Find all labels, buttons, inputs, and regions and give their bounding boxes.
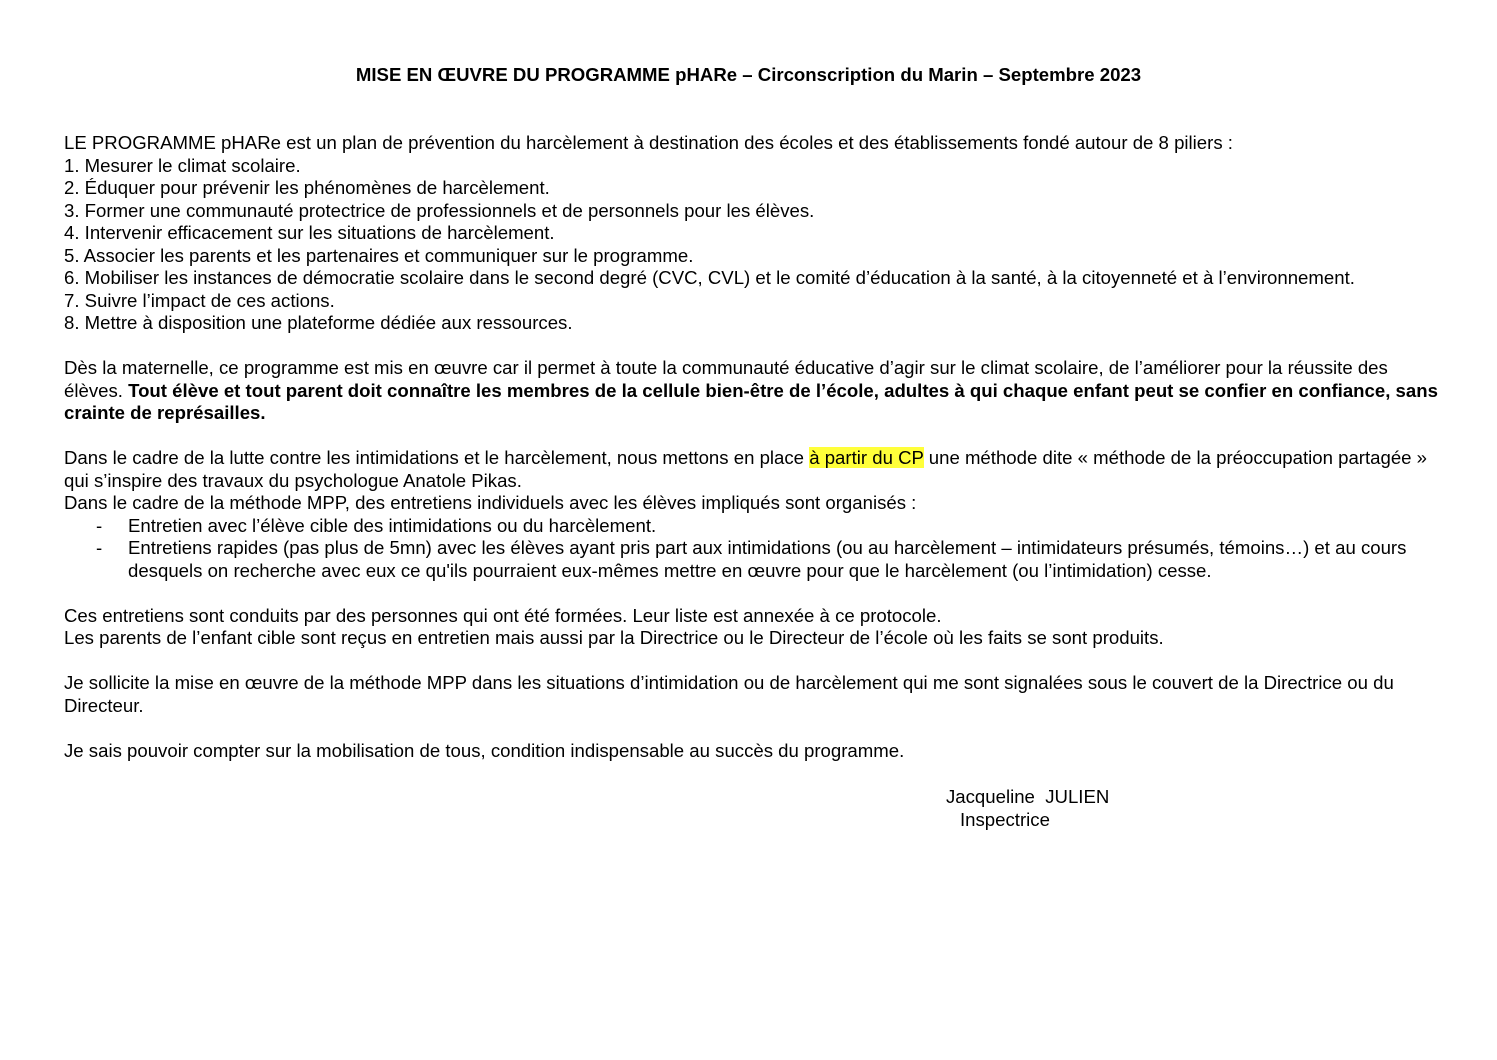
highlight-a-partir-du-cp: à partir du CP <box>809 447 924 468</box>
paragraph-mpp-intro: Dans le cadre de la méthode MPP, des entretiens individuels avec les élèves impliqués sont organisés : <box>64 492 917 513</box>
bullet-text: Entretiens rapides (pas plus de 5mn) avec les élèves ayant pris part aux intimidations (ou au harcèlement – intimidateurs présumés, témoins…) et au cours desquels on recherche avec eux ce qu'ils pourraient eux-mêmes mettre en œuvre pour que le harcèlement (ou l’intimidation) cesse. <box>128 537 1407 581</box>
bullet-item <box>64 537 1439 582</box>
pillar-item: 4. Intervenir efficacement sur les situations de harcèlement. <box>64 222 555 243</box>
bullet-text: Entretien avec l’élève cible des intimidations ou du harcèlement. <box>128 514 657 536</box>
pillar-item: 2. Éduquer pour prévenir les phénomènes de harcèlement. <box>64 177 550 198</box>
pillar-item: 6. Mobiliser les instances de démocratie scolaire dans le second degré (CVC, CVL) et le comité d’éducation à la santé, à la citoyenneté et à l’environnement. <box>64 267 1355 288</box>
signature-role: Inspectrice <box>960 808 1050 830</box>
paragraph-parents: Les parents de l’enfant cible sont reçus en entretien mais aussi par la Directrice ou le Directeur de l’école où les faits se sont produits. <box>64 627 1164 648</box>
paragraph-methode-text-after: une méthode dite « méthode de la préoccupation partagée » qui s’inspire des travaux du psychologue Anatole Pikas. <box>64 447 1428 491</box>
bullet-dash: - <box>96 514 103 536</box>
paragraph-sollicite: Je sollicite la mise en œuvre de la méthode MPP dans les situations d’intimidation ou de harcèlement qui me sont signalées sous le couvert de la Directrice ou du Directeur. <box>64 672 1394 716</box>
paragraph-maternelle <box>64 357 1439 425</box>
paragraph-maternelle-bold: Tout élève et tout parent doit connaître les membres de la cellule bien-être de l’école, adultes à qui chaque enfant peut se confier en confiance, sans crainte de représailles. <box>64 379 1438 423</box>
pillar-item: 1. Mesurer le climat scolaire. <box>64 154 301 176</box>
pillar-item: 3. Former une communauté protectrice de professionnels et de personnels pour les élèves. <box>64 199 815 221</box>
pillar-item: 8. Mettre à disposition une plateforme dédiée aux ressources. <box>64 312 573 333</box>
signature-block <box>946 786 1109 831</box>
intro-line: LE PROGRAMME pHARe est un plan de prévention du harcèlement à destination des écoles et des établissements fondé autour de 8 piliers : <box>64 132 1233 153</box>
pillars-list <box>64 155 1439 335</box>
paragraph-mobilisation: Je sais pouvoir compter sur la mobilisation de tous, condition indispensable au succès du programme. <box>64 739 905 761</box>
pillar-item: 5. Associer les parents et les partenaires et communiquer sur le programme. <box>64 244 694 266</box>
signature-name: Jacqueline JULIEN <box>946 786 1110 807</box>
paragraph-entretiens: Ces entretiens sont conduits par des personnes qui ont été formées. Leur liste est annexée à ce protocole. <box>64 604 942 626</box>
document-body <box>64 132 1439 762</box>
paragraph-methode <box>64 447 1439 492</box>
paragraph-methode-text: Dans le cadre de la lutte contre les intimidations et le harcèlement, nous mettons en place <box>64 447 810 468</box>
entretiens-list <box>64 515 1439 583</box>
bullet-item <box>64 515 1439 538</box>
pillar-item: 7. Suivre l’impact de ces actions. <box>64 289 335 311</box>
paragraph-maternelle-text: Dès la maternelle, ce programme est mis en œuvre car il permet à toute la communauté éducative d’agir sur le climat scolaire, de l’améliorer pour la réussite des élèves. <box>64 357 1388 401</box>
bullet-dash: - <box>96 537 103 558</box>
document-title: MISE EN ŒUVRE DU PROGRAMME pHARe – Circonscription du Marin – Septembre 2023 <box>355 64 1142 85</box>
